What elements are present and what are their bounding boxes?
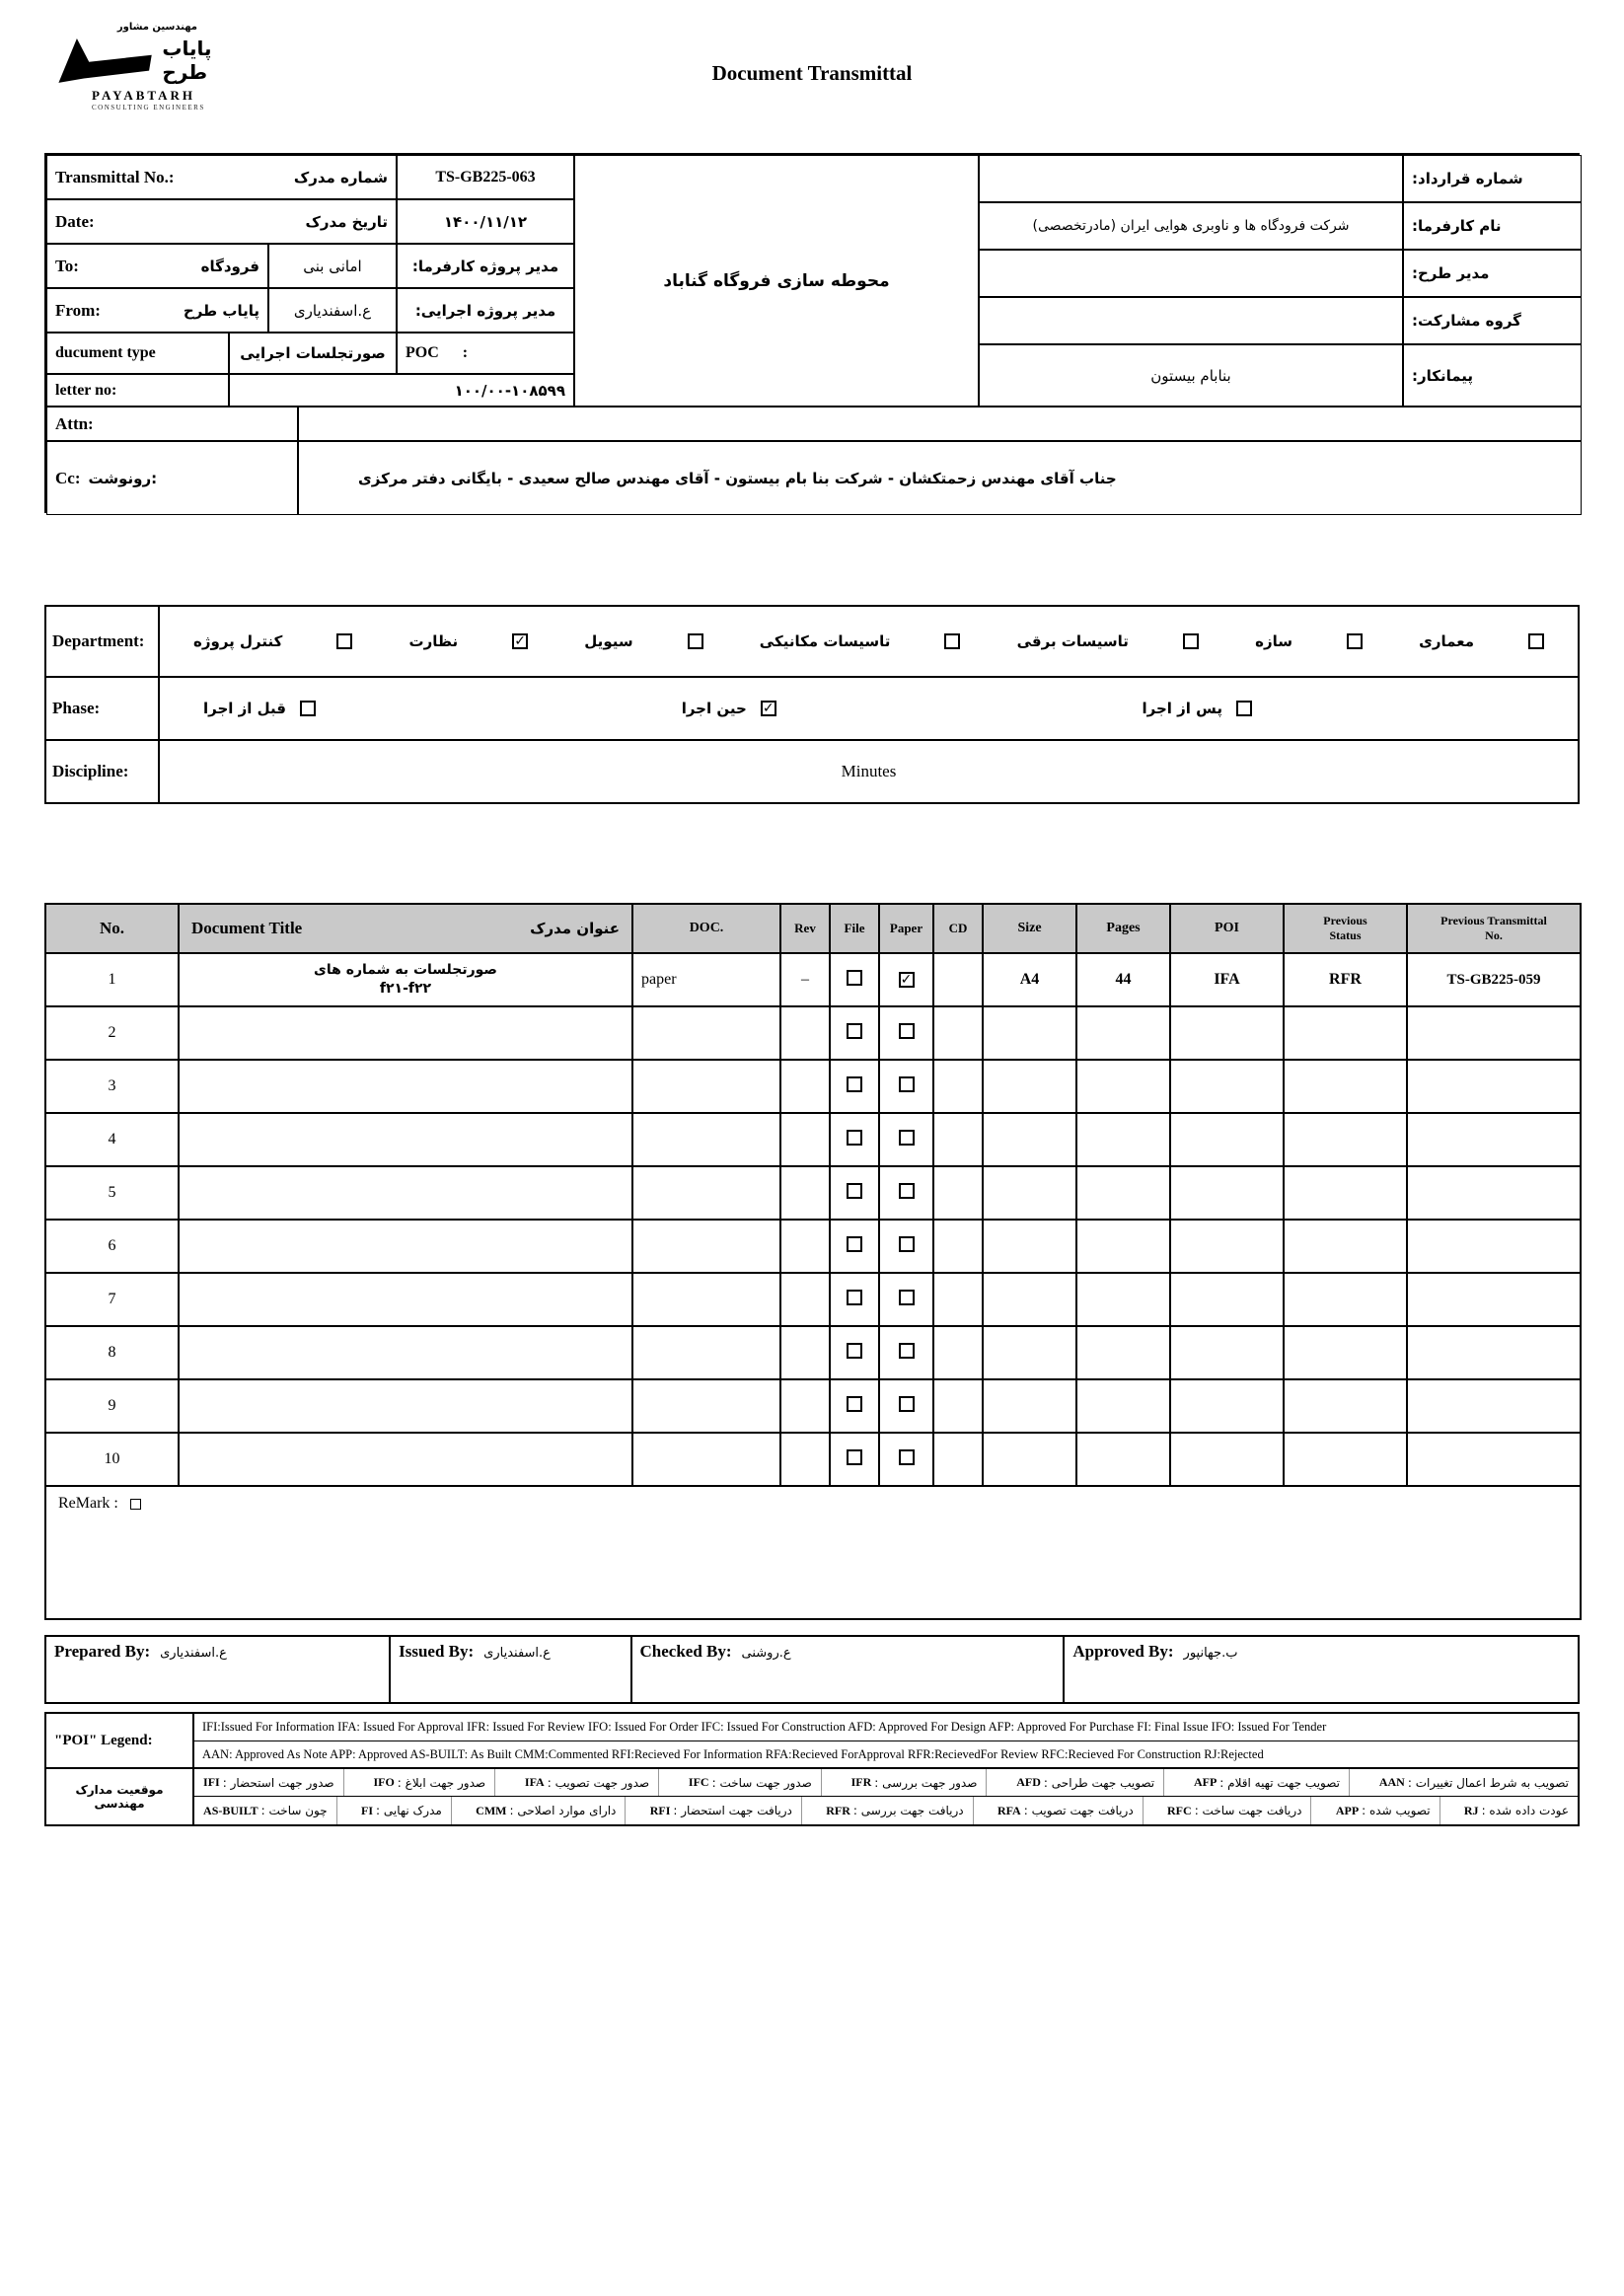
cell-rev [780, 1326, 830, 1379]
approved-by-label: Approved By: [1072, 1642, 1174, 1661]
paper-checkbox[interactable] [899, 1130, 915, 1146]
approved-by-cell [1065, 1637, 1578, 1702]
legend-item: دریافت جهت استحضار : RFI [641, 1797, 802, 1824]
legend-item: دریافت جهت تصویب : RFA [989, 1797, 1144, 1824]
attn-label-cell [46, 407, 298, 441]
cell-title [179, 1433, 632, 1486]
executive-pm-value: ع.اسفندیاری [268, 288, 397, 333]
cell-doc: paper [632, 953, 780, 1006]
poi-legend-line1: IFI:Issued For Information IFA: Issued For Approval IFR: Issued For Review IFO: Issued For Order IFC: Issued For Construction AFD: Approved For Design AFP: Approved For Purchase FI: Final Issue IFO: Issued For Tender [194, 1714, 1578, 1741]
file-checkbox[interactable] [847, 970, 862, 986]
transmittal-no-label-fa: شماره مدرک [293, 168, 388, 186]
dept-checkbox[interactable] [944, 633, 960, 649]
legend-item: چون ساخت : AS-BUILT [194, 1797, 337, 1824]
dept-checkbox[interactable] [1347, 633, 1363, 649]
dept-option [1255, 632, 1363, 650]
col-size: Size [983, 904, 1076, 953]
col-title-fa: عنوان مدرک [530, 920, 620, 937]
cell-paper [879, 1113, 933, 1166]
legend-item: دارای موارد اصلاحی : CMM [467, 1797, 626, 1824]
client-pm-label: مدیر پروژه کارفرما: [397, 244, 574, 288]
to-value-fa: فرودگاه [200, 257, 259, 275]
cell-prev-status [1284, 1379, 1407, 1433]
cell-cd [933, 1006, 983, 1060]
page-title: Document Transmittal [711, 61, 913, 85]
legend-item: صدور جهت تصویب : IFA [516, 1769, 659, 1796]
legend-item: تصویب جهت تهیه اقلام : AFP [1185, 1769, 1350, 1796]
file-checkbox[interactable] [847, 1343, 862, 1359]
col-rev: Rev [780, 904, 830, 953]
cc-value-cell [298, 441, 1582, 515]
cell-title [179, 1326, 632, 1379]
cell-paper [879, 1433, 933, 1486]
cell-prev-transmittal [1407, 1273, 1581, 1326]
cell-cd [933, 1273, 983, 1326]
cell-doc [632, 1379, 780, 1433]
phase-label: Phase: [46, 678, 160, 739]
classification-table [44, 605, 1580, 804]
col-poi: POI [1170, 904, 1284, 953]
col-no: No. [45, 904, 179, 953]
col-paper: Paper [879, 904, 933, 953]
dept-option-label: معماری [1419, 632, 1474, 650]
logo-name-fa: پایاب طرح [162, 37, 212, 84]
legend-item: صدور جهت ساخت : IFC [680, 1769, 822, 1796]
cell-paper [879, 1060, 933, 1113]
fa-legend-label: موقعیت مدارک مهندسی [46, 1769, 194, 1824]
legend-item: تصویب جهت طراحی : AFD [1007, 1769, 1164, 1796]
from-value-fa: پایاب طرح [183, 301, 259, 320]
file-checkbox[interactable] [847, 1290, 862, 1305]
transmittal-no-label-cell [46, 155, 397, 199]
col-prev-transmittal: Previous Transmittal No. [1407, 904, 1581, 953]
cell-no: 10 [45, 1433, 179, 1486]
cell-size: A4 [983, 953, 1076, 1006]
cell-title [179, 1220, 632, 1273]
remark-row [45, 1486, 1581, 1619]
cell-prev-status [1284, 1273, 1407, 1326]
transmittal-no-label-en: Transmittal No.: [55, 167, 175, 186]
paper-checkbox[interactable] [899, 1290, 915, 1305]
paper-checkbox[interactable] [899, 1236, 915, 1252]
issued-by-value: ع.اسفندیاری [483, 1646, 551, 1661]
cell-size [983, 1166, 1076, 1220]
cell-poi [1170, 1113, 1284, 1166]
cell-prev-transmittal [1407, 1433, 1581, 1486]
phase-options [160, 678, 1578, 739]
table-row [45, 953, 1581, 1006]
col-pages: Pages [1076, 904, 1170, 953]
cell-no: 3 [45, 1060, 179, 1113]
col-file: File [830, 904, 879, 953]
cell-rev [780, 1379, 830, 1433]
department-label: Department: [46, 607, 160, 676]
cell-pages [1076, 1060, 1170, 1113]
paper-checkbox[interactable] [899, 1343, 915, 1359]
cell-paper [879, 1006, 933, 1060]
dept-option-label: سازه [1255, 632, 1292, 650]
doctype-label: ducument type [55, 344, 156, 361]
cell-no: 8 [45, 1326, 179, 1379]
legend-block [44, 1712, 1580, 1826]
cell-file [830, 1006, 879, 1060]
cell-file [830, 1220, 879, 1273]
design-manager-value [979, 250, 1403, 297]
cell-doc [632, 1326, 780, 1379]
prepared-by-label: Prepared By: [54, 1642, 151, 1661]
date-label-cell [46, 199, 397, 244]
cell-rev [780, 1113, 830, 1166]
to-label-cell [46, 244, 268, 288]
dept-option-label: کنترل پروژه [193, 632, 283, 650]
col-title [179, 904, 632, 953]
contract-no-value [979, 155, 1403, 202]
cell-prev-transmittal [1407, 1379, 1581, 1433]
remark-label: ReMark : [58, 1495, 118, 1512]
paper-checkbox[interactable] [899, 972, 915, 988]
cell-pages [1076, 1113, 1170, 1166]
issued-by-cell [391, 1637, 631, 1702]
cell-poi [1170, 1379, 1284, 1433]
cc-label-en: Cc: [55, 468, 81, 487]
dept-option [584, 632, 702, 650]
checked-by-label: Checked By: [639, 1642, 732, 1661]
client-pm-value: امانی بنی [268, 244, 397, 288]
cell-pages [1076, 1220, 1170, 1273]
legend-item: مدرک نهایی : FI [352, 1797, 452, 1824]
cell-pages [1076, 1166, 1170, 1220]
cell-size [983, 1326, 1076, 1379]
cell-doc [632, 1060, 780, 1113]
cell-title [179, 1273, 632, 1326]
cell-pages [1076, 1326, 1170, 1379]
file-checkbox[interactable] [847, 1130, 862, 1146]
cell-prev-status [1284, 1006, 1407, 1060]
header-info-table [44, 153, 1580, 513]
cell-prev-status [1284, 1113, 1407, 1166]
cell-poi: IFA [1170, 953, 1284, 1006]
dept-option-label: تاسیسات مکانیکی [759, 632, 891, 650]
logo-tagline: مهندسین مشاور [116, 22, 197, 33]
cell-rev: – [780, 953, 830, 1006]
dept-option [193, 632, 352, 650]
cell-file [830, 953, 879, 1006]
dept-checkbox[interactable] [1528, 633, 1544, 649]
cell-pages: 44 [1076, 953, 1170, 1006]
cell-size [983, 1379, 1076, 1433]
project-name: محوطه سازی فروگاه گناباد [574, 155, 979, 407]
approved-by-value: ب.جهانپور [1183, 1646, 1238, 1661]
cell-rev [780, 1006, 830, 1060]
legend-item: عودت داده شده : RJ [1455, 1797, 1578, 1824]
cell-file [830, 1273, 879, 1326]
dept-checkbox[interactable] [688, 633, 703, 649]
cell-doc [632, 1273, 780, 1326]
phase-option [682, 700, 776, 717]
cell-prev-status [1284, 1060, 1407, 1113]
phase-option-label: قبل از اجرا [203, 700, 286, 717]
department-row [46, 607, 1578, 676]
phase-option [203, 700, 316, 717]
cell-doc [632, 1166, 780, 1220]
dept-option-label: نظارت [408, 632, 459, 650]
legend-item: تصویب به شرط اعمال تغییرات : AAN [1370, 1769, 1578, 1796]
remark-cell [45, 1486, 1581, 1619]
legend-item: صدور جهت بررسی : IFR [843, 1769, 988, 1796]
cell-no: 9 [45, 1379, 179, 1433]
cell-rev [780, 1166, 830, 1220]
dept-checkbox[interactable] [1183, 633, 1199, 649]
cell-paper [879, 1379, 933, 1433]
attn-value-cell [298, 407, 1582, 441]
cell-prev-status [1284, 1166, 1407, 1220]
cell-cd [933, 1433, 983, 1486]
cc-value: جناب آقای مهندس زحمتکشان - شرکت بنا بام بیستون - آقای مهندس صالح سعیدی - بایگانی دفتر مرکزی [358, 469, 1117, 487]
prepared-by-cell [46, 1637, 391, 1702]
file-checkbox[interactable] [847, 1023, 862, 1039]
dept-checkbox[interactable] [336, 633, 352, 649]
cell-no: 6 [45, 1220, 179, 1273]
prepared-by-value: ع.اسفندیاری [160, 1646, 227, 1661]
cell-pages [1076, 1006, 1170, 1060]
cell-doc [632, 1113, 780, 1166]
cc-label-fa: رونوشت: [88, 469, 158, 487]
cell-file [830, 1113, 879, 1166]
cell-prev-transmittal [1407, 1006, 1581, 1060]
phase-option-label: پس از اجرا [1142, 700, 1222, 717]
cell-rev [780, 1060, 830, 1113]
date-value: ۱۴۰۰/۱۱/۱۲ [397, 199, 574, 244]
cell-prev-transmittal [1407, 1113, 1581, 1166]
table-row [45, 1166, 1581, 1220]
cell-paper [879, 1166, 933, 1220]
cell-cd [933, 1166, 983, 1220]
file-checkbox[interactable] [847, 1236, 862, 1252]
phase-checkbox[interactable] [761, 701, 776, 716]
cell-prev-status: RFR [1284, 953, 1407, 1006]
paper-checkbox[interactable] [899, 1449, 915, 1465]
from-label-en: From: [55, 300, 101, 320]
top-bar [0, 0, 1624, 148]
doctype-label-cell [46, 333, 229, 374]
paper-checkbox[interactable] [899, 1023, 915, 1039]
table-row [45, 1220, 1581, 1273]
cell-rev [780, 1433, 830, 1486]
poi-legend-label: "POI" Legend: [46, 1714, 194, 1769]
from-label-cell [46, 288, 268, 333]
cell-paper [879, 1220, 933, 1273]
cell-rev [780, 1273, 830, 1326]
table-row [45, 1060, 1581, 1113]
col-prev-status: Previous Status [1284, 904, 1407, 953]
cell-file [830, 1326, 879, 1379]
cell-rev [780, 1220, 830, 1273]
phase-option-label: حین اجرا [681, 700, 747, 717]
cell-paper [879, 1273, 933, 1326]
cell-size [983, 1060, 1076, 1113]
logo-name-en: PAYABTARH [92, 88, 196, 103]
cell-no: 4 [45, 1113, 179, 1166]
checked-by-cell [632, 1637, 1066, 1702]
file-checkbox[interactable] [847, 1449, 862, 1465]
cell-paper [879, 953, 933, 1006]
cell-poi [1170, 1433, 1284, 1486]
dept-option [1419, 632, 1544, 650]
date-label-fa: تاریخ مدرک [305, 212, 388, 231]
cell-poi [1170, 1326, 1284, 1379]
cell-file [830, 1060, 879, 1113]
cell-poi [1170, 1273, 1284, 1326]
table-row [45, 1113, 1581, 1166]
document-table [44, 903, 1582, 1620]
design-manager-label: مدیر طرح: [1403, 250, 1582, 297]
cell-prev-status [1284, 1326, 1407, 1379]
cell-doc [632, 1220, 780, 1273]
cell-no: 1 [45, 953, 179, 1006]
cc-label-cell [46, 441, 298, 515]
cell-size [983, 1220, 1076, 1273]
dept-option [409, 632, 529, 650]
file-checkbox[interactable] [847, 1396, 862, 1412]
cell-no: 2 [45, 1006, 179, 1060]
dept-option [760, 632, 961, 650]
phase-checkbox[interactable] [300, 701, 316, 716]
cell-size [983, 1273, 1076, 1326]
cell-title [179, 1379, 632, 1433]
cell-prev-transmittal [1407, 1326, 1581, 1379]
legend-item: دریافت جهت بررسی : RFR [817, 1797, 973, 1824]
contractor-value: بنابام بیستون [979, 344, 1403, 407]
legend-item: دریافت جهت ساخت : RFC [1158, 1797, 1311, 1824]
cell-cd [933, 1220, 983, 1273]
discipline-value: Minutes [841, 762, 897, 780]
dept-option-label: تاسیسات برقی [1016, 632, 1129, 650]
partnership-group-label: گروه مشارکت: [1403, 297, 1582, 344]
cell-doc [632, 1433, 780, 1486]
table-row [45, 1273, 1581, 1326]
phase-checkbox[interactable] [1236, 701, 1252, 716]
issued-by-label: Issued By: [399, 1642, 475, 1661]
cell-title [179, 1006, 632, 1060]
dept-option-label: سیویل [584, 632, 633, 650]
logo-subtitle: CONSULTING ENGINEERS [92, 104, 205, 111]
doctype-value-fa: صورتجلسات اجرایی [229, 333, 397, 374]
letter-no-value: ۱۰۰/۰۰-۱۰۸۵۹۹ [229, 374, 574, 407]
dept-checkbox[interactable] [512, 633, 528, 649]
cell-prev-status [1284, 1220, 1407, 1273]
cell-cd [933, 1060, 983, 1113]
cell-poi [1170, 1220, 1284, 1273]
cell-file [830, 1166, 879, 1220]
cell-file [830, 1433, 879, 1486]
cell-pages [1076, 1433, 1170, 1486]
discipline-row [46, 739, 1578, 802]
partnership-group-value [979, 297, 1403, 344]
letter-no-label: letter no: [55, 381, 117, 399]
signature-block [44, 1635, 1580, 1704]
cell-poi [1170, 1006, 1284, 1060]
cell-poi [1170, 1166, 1284, 1220]
doctype-value-en: POC : [397, 333, 574, 374]
table-row [45, 1326, 1581, 1379]
phase-row [46, 676, 1578, 739]
dept-option [1017, 632, 1199, 650]
to-label-en: To: [55, 256, 79, 275]
remark-checkbox[interactable] [130, 1499, 141, 1510]
cell-no: 5 [45, 1166, 179, 1220]
paper-checkbox[interactable] [899, 1076, 915, 1092]
cell-cd [933, 1326, 983, 1379]
legend-item: تصویب شده : APP [1327, 1797, 1440, 1824]
cell-prev-transmittal [1407, 1060, 1581, 1113]
table-header-row [45, 904, 1581, 953]
contract-no-label: شماره قرارداد: [1403, 155, 1582, 202]
client-name-label: نام کارفرما: [1403, 202, 1582, 250]
col-title-en: Document Title [191, 919, 303, 937]
paper-checkbox[interactable] [899, 1183, 915, 1199]
table-row [45, 1379, 1581, 1433]
checked-by-value: ع.روشنی [741, 1646, 791, 1661]
cell-size [983, 1433, 1076, 1486]
cell-no: 7 [45, 1273, 179, 1326]
executive-pm-label: مدیر پروژه اجرایی: [397, 288, 574, 333]
department-options [160, 607, 1578, 676]
cell-title [179, 1166, 632, 1220]
legend-item: صدور جهت ابلاغ : IFO [364, 1769, 495, 1796]
date-label-en: Date: [55, 211, 95, 231]
col-doc: DOC. [632, 904, 780, 953]
file-checkbox[interactable] [847, 1183, 862, 1199]
cell-prev-status [1284, 1433, 1407, 1486]
contractor-label: پیمانکار: [1403, 344, 1582, 407]
legend-item: صدور جهت استحضار : IFI [194, 1769, 344, 1796]
file-checkbox[interactable] [847, 1076, 862, 1092]
cell-title: صورتجلسات به شماره های f۲۱-f۲۲ [179, 953, 632, 1006]
cell-paper [879, 1326, 933, 1379]
cell-prev-transmittal: TS-GB225-059 [1407, 953, 1581, 1006]
cell-title [179, 1060, 632, 1113]
cell-pages [1076, 1273, 1170, 1326]
cell-cd [933, 1113, 983, 1166]
cell-size [983, 1113, 1076, 1166]
cell-doc [632, 1006, 780, 1060]
table-row [45, 1433, 1581, 1486]
cell-prev-transmittal [1407, 1220, 1581, 1273]
fa-legend-row2 [194, 1797, 1578, 1824]
table-row [45, 1006, 1581, 1060]
client-name-value: شرکت فرودگاه ها و ناوبری هوایی ایران (مادرتخصصی) [979, 202, 1403, 250]
cell-poi [1170, 1060, 1284, 1113]
cell-cd [933, 953, 983, 1006]
phase-option [1143, 700, 1252, 717]
cell-pages [1076, 1379, 1170, 1433]
paper-checkbox[interactable] [899, 1396, 915, 1412]
cell-title [179, 1113, 632, 1166]
poi-legend-line2: AAN: Approved As Note APP: Approved AS-BUILT: As Built CMM:Commented RFI:Recieved For Information RFA:Recieved ForApproval RFR:RecievedFor Review RFC:Recieved For Construction RJ:Rejected [194, 1741, 1578, 1769]
cell-cd [933, 1379, 983, 1433]
fa-legend-row1 [194, 1769, 1578, 1797]
cell-file [830, 1379, 879, 1433]
discipline-label: Discipline: [46, 741, 160, 802]
col-cd: CD [933, 904, 983, 953]
cell-prev-transmittal [1407, 1166, 1581, 1220]
letter-no-label-cell [46, 374, 229, 407]
cell-size [983, 1006, 1076, 1060]
transmittal-no-value: TS-GB225-063 [397, 155, 574, 199]
attn-label: Attn: [55, 413, 94, 433]
